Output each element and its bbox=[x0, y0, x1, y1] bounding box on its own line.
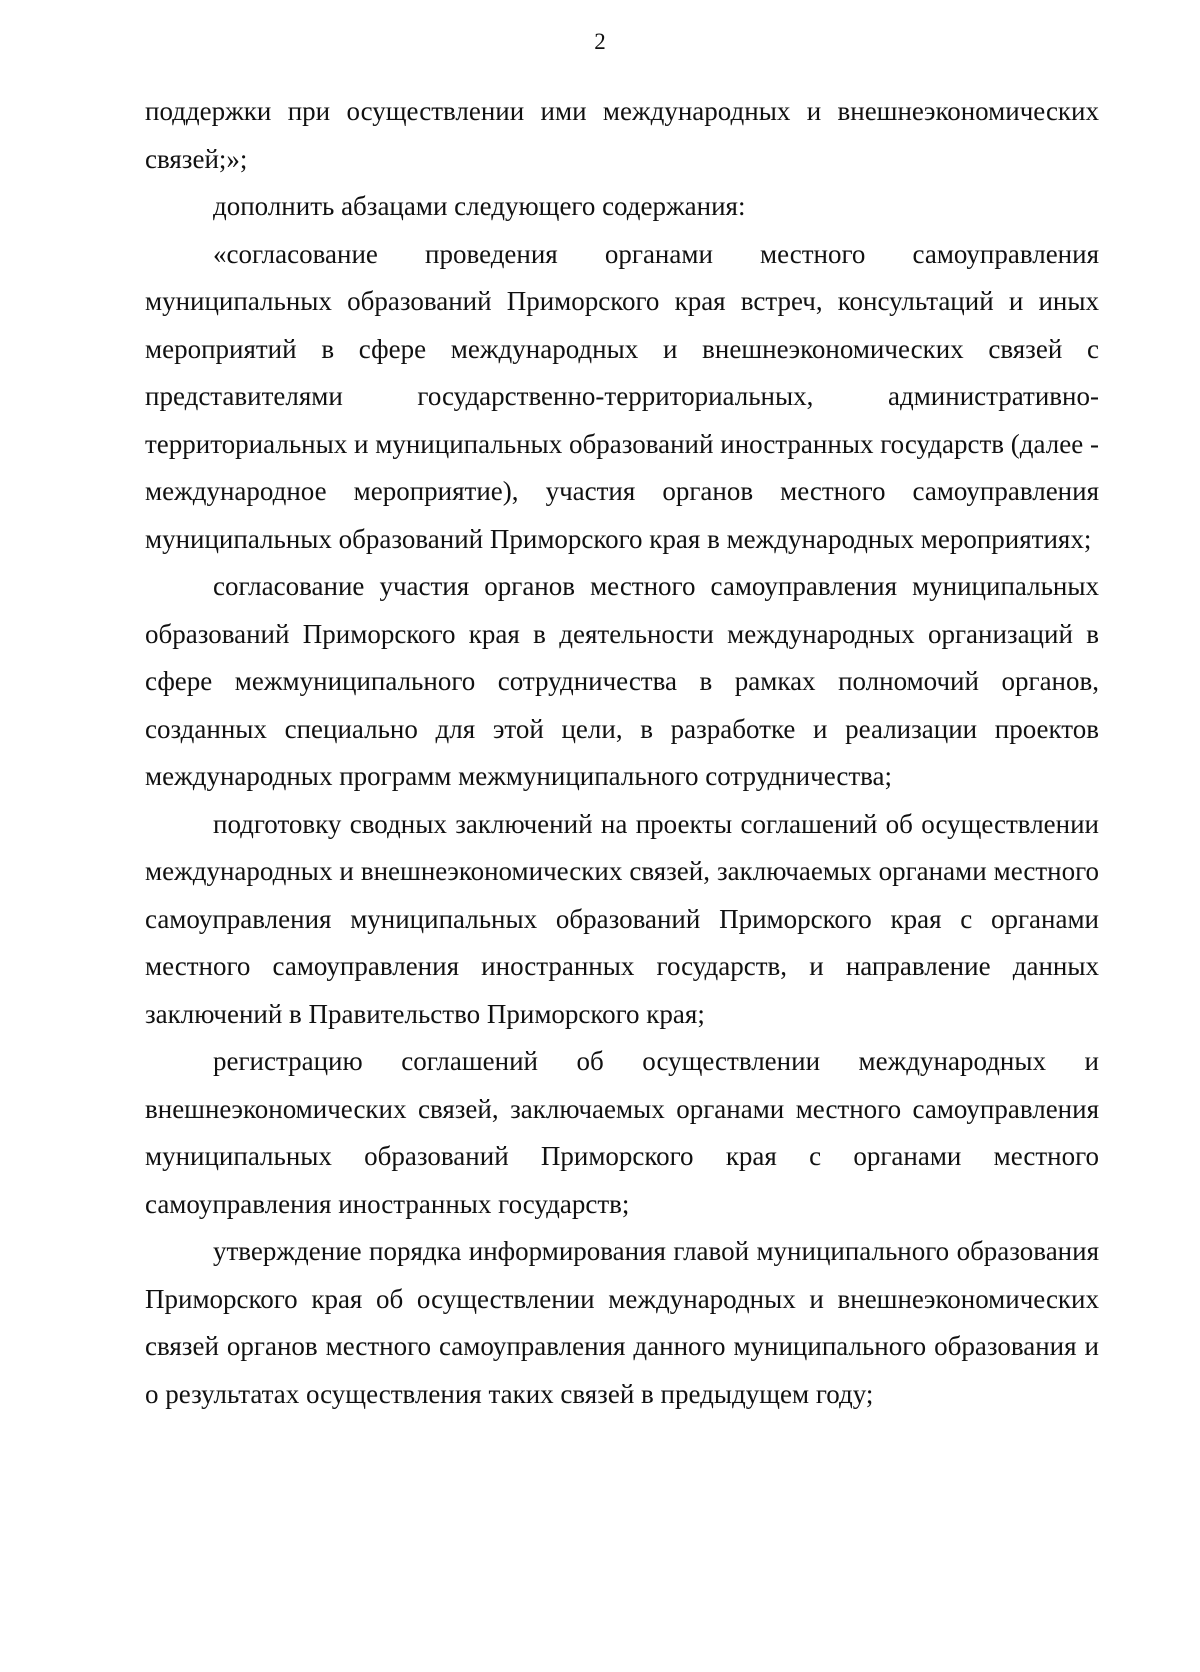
document-body bbox=[145, 88, 1099, 1418]
page-number: 2 bbox=[594, 29, 606, 54]
paragraph-item: подготовку сводных заключений на проекты соглашений об осуществлении международных и внешнеэкономических связей, заключаемых органами местного самоуправления муниципальных образований Приморского края с органами местного самоуправления иностранных государств, и направление данных заключений в Правительство Приморского края; bbox=[145, 808, 1099, 1029]
paragraph-intro: дополнить абзацами следующего содержания: bbox=[213, 191, 746, 221]
paragraph-item: «согласование проведения органами местного самоуправления муниципальных образований Приморского края встреч, консультаций и иных мероприятий в сфере международных и внешнеэкономических связей с представителями государственно-территориальных, административно-территориальных и муниципальных образований иностранных государств (далее - международное мероприятие), участия органов местного самоуправления муниципальных образований Приморского края в международных мероприятиях; bbox=[145, 238, 1099, 554]
paragraph-item: регистрацию соглашений об осуществлении международных и внешнеэкономических связей, заключаемых органами местного самоуправления муниципальных образований Приморского края с органами местного самоуправления иностранных государств; bbox=[145, 1046, 1099, 1219]
paragraph-item: утверждение порядка информирования главой муниципального образования Приморского края об осуществлении международных и внешнеэкономических связей органов местного самоуправления данного муниципального образования и о результатах осуществления таких связей в предыдущем году; bbox=[145, 1236, 1099, 1409]
paragraph-continuation: поддержки при осуществлении ими международных и внешнеэкономических связей;»; bbox=[145, 96, 1099, 174]
paragraph-item: согласование участия органов местного самоуправления муниципальных образований Приморского края в деятельности международных организаций в сфере межмуниципального сотрудничества в рамках полномочий органов, созданных специально для этой цели, в разработке и реализации проектов международных программ межмуниципального сотрудничества; bbox=[145, 571, 1099, 791]
